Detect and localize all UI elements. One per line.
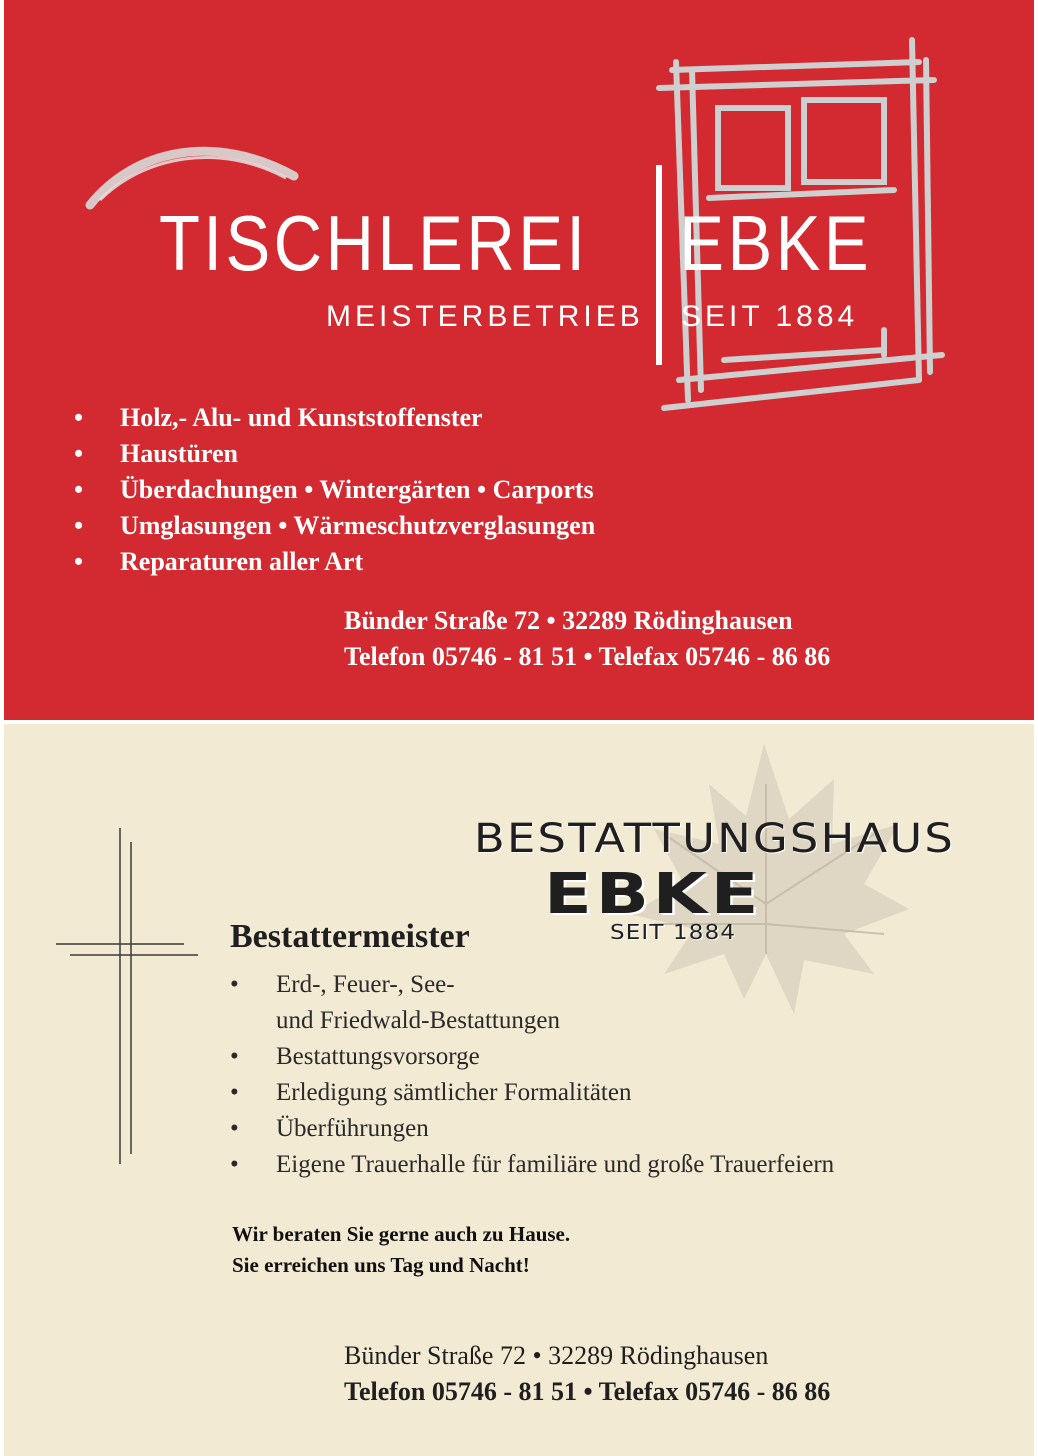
- service-line: und Friedwald-Bestattungen: [276, 1007, 560, 1034]
- list-item: [74, 544, 595, 580]
- bullet-icon: •: [74, 547, 84, 576]
- service-label: Bestattungsvorsorge: [276, 1043, 480, 1070]
- list-item: [74, 400, 595, 436]
- bestattungshaus-logo-title: BESTATTUNGSHAUS: [474, 816, 956, 862]
- bullet-icon: •: [74, 403, 84, 432]
- bullet-icon: •: [230, 1079, 239, 1106]
- logo-subtitle-right: SEIT 1884: [681, 300, 859, 333]
- bestattungshaus-services-list: [230, 967, 834, 1183]
- service-label: Erledigung sämtlicher Formalitäten: [276, 1079, 632, 1106]
- phone-line: Telefon 05746 - 81 51 • Telefax 05746 - 86 86: [344, 1377, 831, 1406]
- list-item: [230, 1147, 834, 1183]
- logo-subtitle-left: MEISTERBETRIEB: [326, 300, 644, 333]
- bullet-icon: •: [74, 439, 84, 468]
- tischlerei-ad: [4, 0, 1034, 720]
- bestattungshaus-contact: [344, 1338, 830, 1410]
- logo-divider: [656, 165, 662, 365]
- list-item: [74, 508, 595, 544]
- service-label: Haustüren: [120, 439, 238, 468]
- tischlerei-contact: [344, 603, 830, 675]
- bestattungshaus-heading: Bestattermeister: [230, 918, 470, 955]
- bullet-icon: •: [230, 1151, 239, 1178]
- phone-line: Telefon 05746 - 81 51 • Telefax 05746 - 86 86: [344, 642, 831, 671]
- service-line: Erd-, Feuer-, See-: [276, 971, 455, 998]
- bestattungshaus-logo-name: EBKE: [544, 862, 763, 927]
- list-item: [230, 1075, 834, 1111]
- service-label: [276, 967, 560, 1039]
- list-item: [74, 472, 595, 508]
- bestattungshaus-ad: [4, 724, 1034, 1456]
- service-label: Umglasungen • Wärmeschutzverglasungen: [120, 511, 596, 540]
- cross-icon: [4, 724, 224, 1456]
- service-label: Überdachungen • Wintergärten • Carports: [120, 475, 594, 504]
- list-item: [230, 967, 834, 1039]
- note-line: Sie erreichen uns Tag und Nacht!: [232, 1253, 530, 1277]
- service-label: Überführungen: [276, 1115, 429, 1142]
- service-label: Holz,- Alu- und Kunststoffenster: [120, 403, 483, 432]
- bullet-icon: •: [74, 511, 84, 540]
- bullet-icon: •: [230, 1043, 239, 1070]
- tischlerei-services-list: [74, 400, 595, 580]
- consultation-note: [232, 1219, 570, 1281]
- note-line: Wir beraten Sie gerne auch zu Hause.: [232, 1222, 571, 1246]
- list-item: [230, 1111, 834, 1147]
- address-line: Bünder Straße 72 • 32289 Rödinghausen: [344, 1341, 769, 1370]
- bullet-icon: •: [230, 971, 239, 998]
- list-item: [74, 436, 595, 472]
- list-item: [230, 1039, 834, 1075]
- bestattungshaus-logo-since: SEIT 1884: [610, 920, 737, 944]
- logo-name: TISCHLEREI: [159, 199, 589, 287]
- service-label: Reparaturen aller Art: [120, 547, 364, 576]
- bullet-icon: •: [74, 475, 84, 504]
- logo-brand: EBKE: [679, 199, 873, 287]
- bullet-icon: •: [230, 1115, 239, 1142]
- service-label: Eigene Trauerhalle für familiäre und große Trauerfeiern: [276, 1151, 835, 1178]
- address-line: Bünder Straße 72 • 32289 Rödinghausen: [344, 606, 793, 635]
